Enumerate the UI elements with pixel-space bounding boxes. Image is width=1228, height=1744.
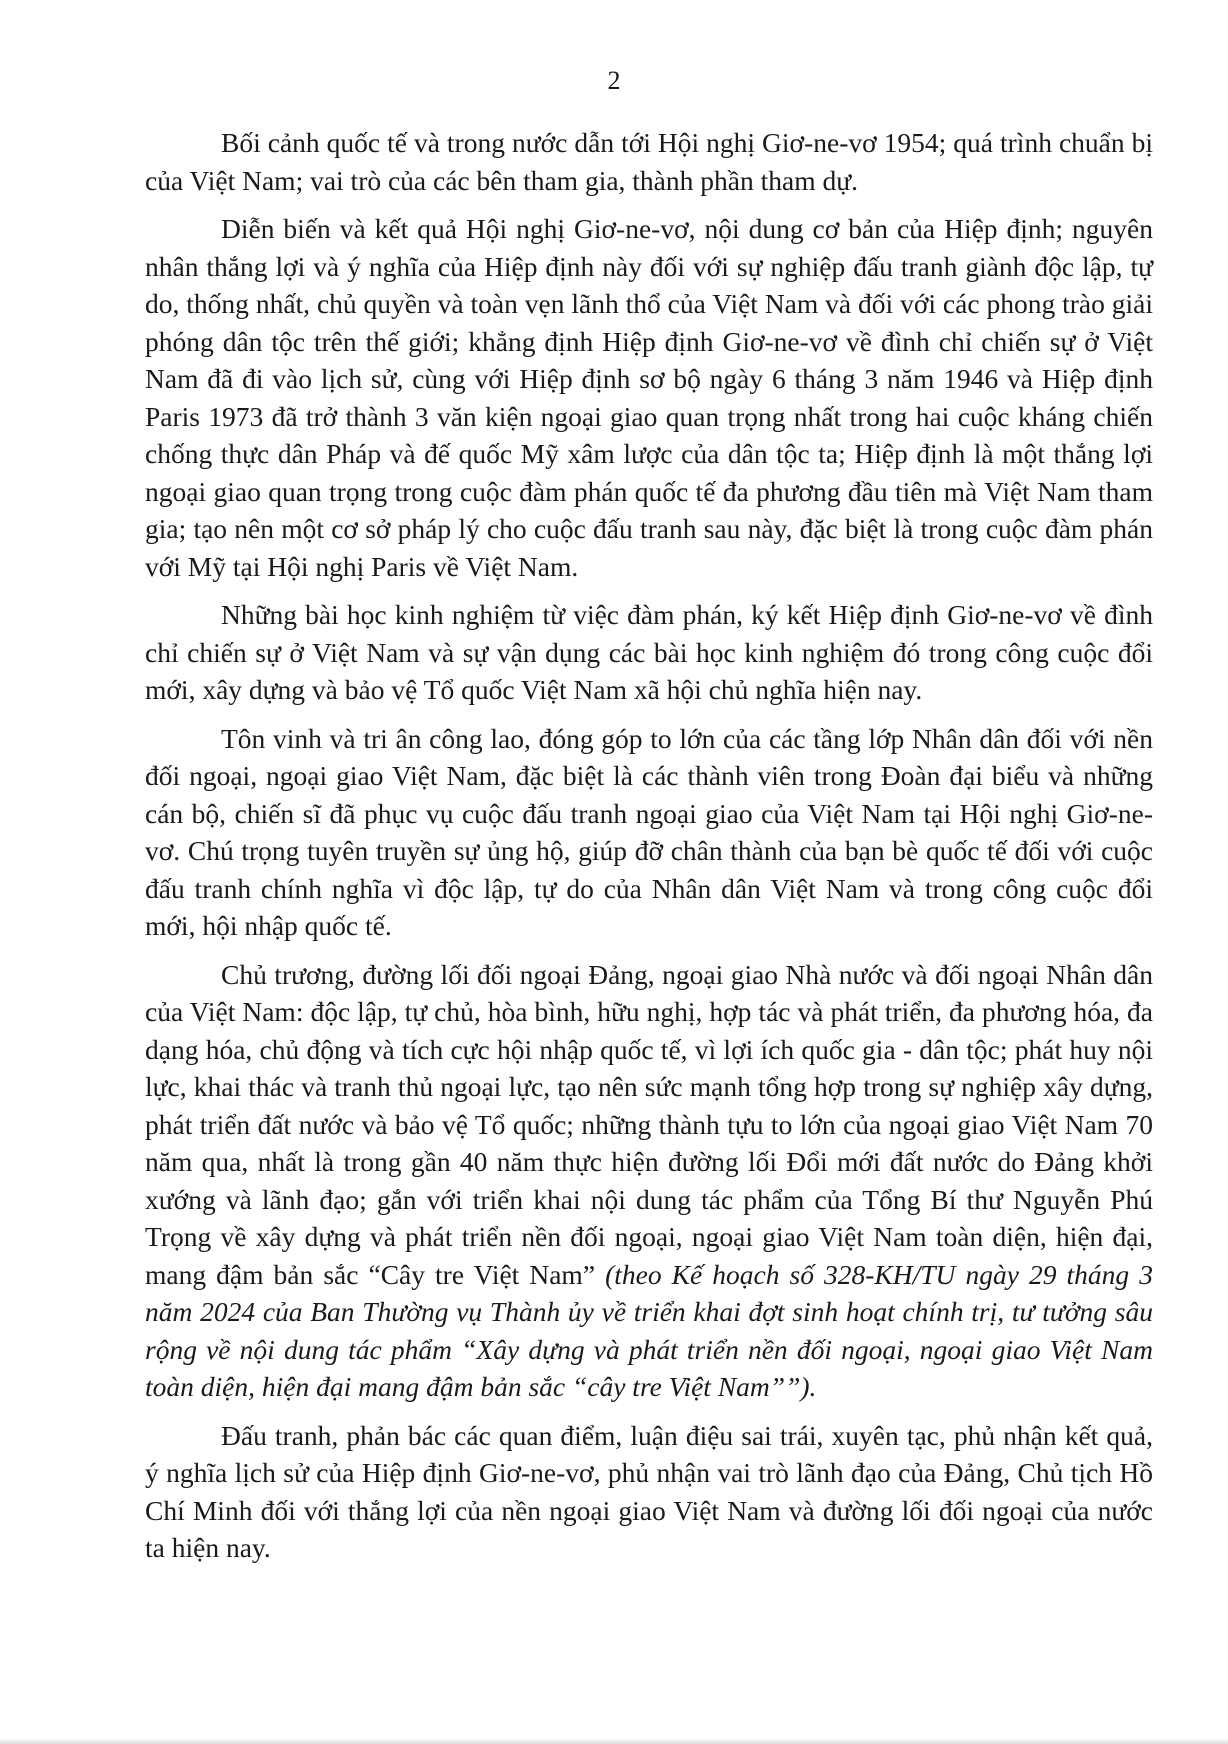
policy-text: Chủ trương, đường lối đối ngoại Đảng, ngoại giao Nhà nước và đối ngoại Nhân dân của Việt Nam: độc lập, tự chủ, hòa bình, hữu nghị, hợp tác và phát triển, đa phương hóa, đa dạng hóa, chủ động và tích cực hội nhập quốc tế, vì lợi ích quốc gia - dân tộc; phát huy nội lực, khai thác và tranh thủ ngoại lực, tạo nên sức mạnh tổng hợp trong sự nghiệp xây dựng, phát triển đất nước và bảo vệ Tổ quốc; những thành tựu to lớn của ngoại giao Việt Nam 70 năm qua, nhất là trong gần 40 năm thực hiện đường lối Đổi mới đất nước do Đảng khởi xướng và lãnh đạo; gắn với triển khai nội dung tác phẩm của Tổng Bí thư Nguyễn Phú Trọng về xây dựng và phát triển nền đối ngoại, ngoại giao Việt Nam toàn diện, hiện đại, mang đậm bản sắc “Cây tre Việt Nam” [145,958,1153,1290]
policy-italic-note: (theo Kế hoạch số 328-KH/TU ngày 29 tháng 3 năm 2024 của Ban Thường vụ Thành ủy về triển khai đợt sinh hoạt chính trị, tư tưởng sâu rộng về nội dung tác phẩm “Xây dựng và phát triển nền đối ngoại, ngoại giao Việt Nam toàn diện, hiện đại mang đậm bản sắc “cây tre Việt Nam””). [145,1258,1153,1402]
paragraph-foreign-policy [145,956,1153,1406]
paragraph-conference-results: Diễn biến và kết quả Hội nghị Giơ-ne-vơ, nội dung cơ bản của Hiệp định; nguyên nhân thắng lợi và ý nghĩa của Hiệp định này đối với sự nghiệp đấu tranh giành độc lập, tự do, thống nhất, chủ quyền và toàn vẹn lãnh thổ của Việt Nam và đối với các phong trào giải phóng dân tộc trên thế giới; khẳng định Hiệp định Giơ-ne-vơ về đình chỉ chiến sự ở Việt Nam đã đi vào lịch sử, cùng với Hiệp định sơ bộ ngày 6 tháng 3 năm 1946 và Hiệp định Paris 1973 đã trở thành 3 văn kiện ngoại giao quan trọng nhất trong hai cuộc kháng chiến chống thực dân Pháp và đế quốc Mỹ xâm lược của dân tộc ta; Hiệp định là một thắng lợi ngoại giao quan trọng trong cuộc đàm phán quốc tế đa phương đầu tiên mà Việt Nam tham gia; tạo nên một cơ sở pháp lý cho cuộc đấu tranh sau này, đặc biệt là trong cuộc đàm phán với Mỹ tại Hội nghị Paris về Việt Nam. [145,213,1153,582]
paragraph-lessons-learned: Những bài học kinh nghiệm từ việc đàm phán, ký kết Hiệp định Giơ-ne-vơ về đình chỉ chiến sự ở Việt Nam và sự vận dụng các bài học kinh nghiệm đó trong công cuộc đổi mới, xây dựng và bảo vệ Tổ quốc Việt Nam xã hội chủ nghĩa hiện nay. [145,599,1153,705]
paragraph-tribute: Tôn vinh và tri ân công lao, đóng góp to lớn của các tầng lớp Nhân dân đối với nền đối ngoại, ngoại giao Việt Nam, đặc biệt là các thành viên trong Đoàn đại biểu và những cán bộ, chiến sĩ đã phục vụ cuộc đấu tranh ngoại giao của Việt Nam tại Hội nghị Giơ-ne-vơ. Chú trọng tuyên truyền sự ủng hộ, giúp đỡ chân thành của bạn bè quốc tế đối với cuộc đấu tranh chính nghĩa vì độc lập, tự do của Nhân dân Việt Nam và trong công cuộc đổi mới, hội nhập quốc tế. [145,722,1153,941]
paragraph-rebuttal: Đấu tranh, phản bác các quan điểm, luận điệu sai trái, xuyên tạc, phủ nhận kết quả, ý nghĩa lịch sử của Hiệp định Giơ-ne-vơ, phủ nhận vai trò lãnh đạo của Đảng, Chủ tịch Hồ Chí Minh đối với thắng lợi của nền ngoại giao Việt Nam và đường lối đối ngoại của nước ta hiện nay. [145,1419,1153,1563]
scan-edge [0,1738,1228,1744]
page-number: 2 [607,66,621,95]
paragraph-context: Bối cảnh quốc tế và trong nước dẫn tới Hội nghị Giơ-ne-vơ 1954; quá trình chuẩn bị của Việt Nam; vai trò của các bên tham gia, thành phần tham dự. [145,127,1153,196]
document-body [145,124,1153,1578]
